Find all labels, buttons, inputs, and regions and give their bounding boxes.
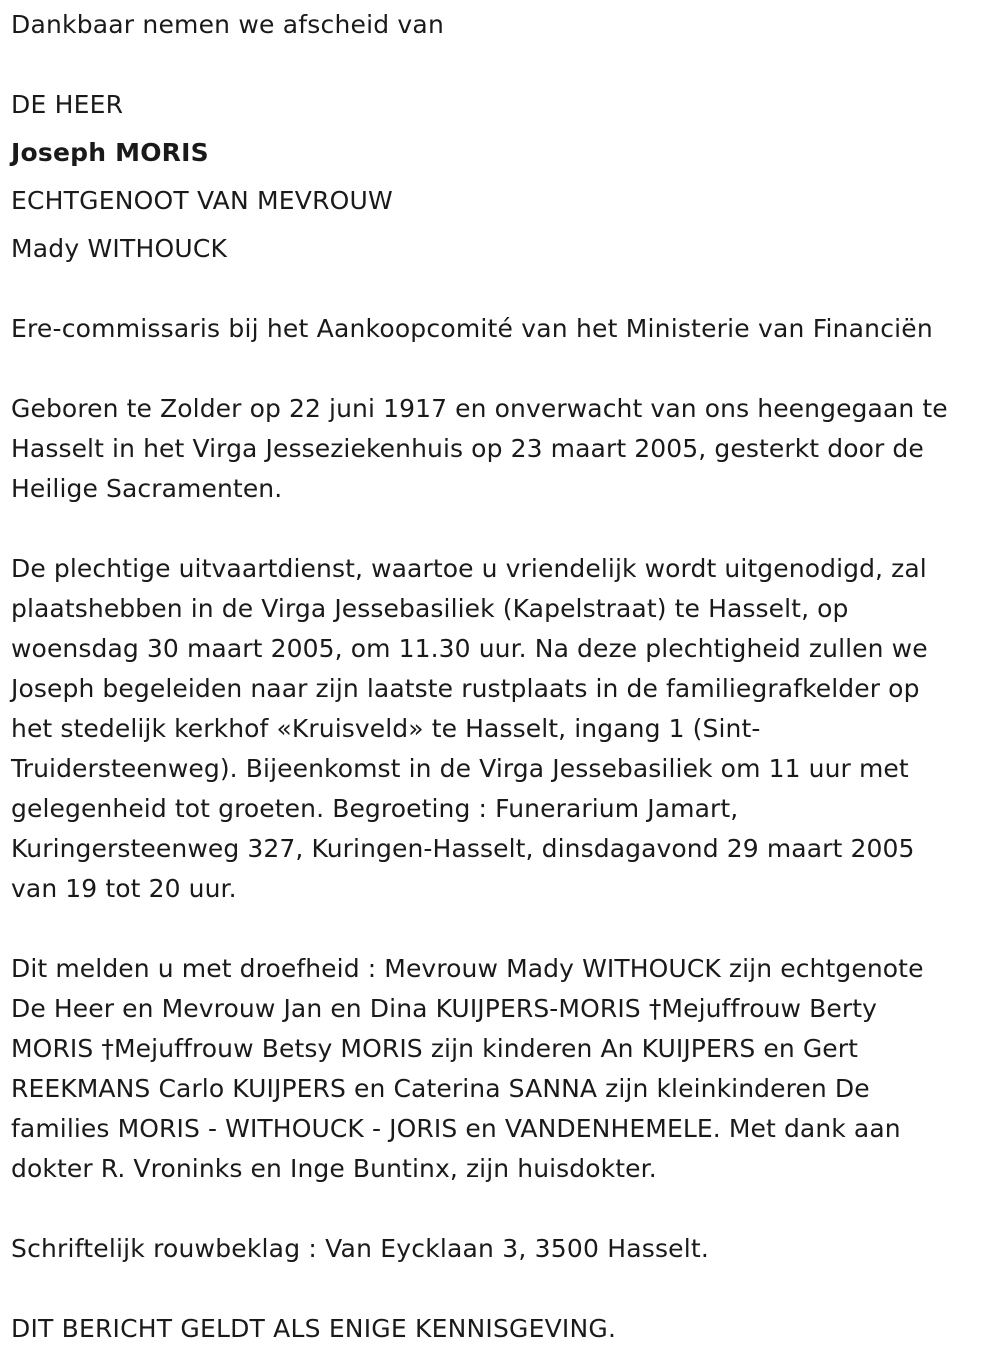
- notice-line: DIT BERICHT GELDT ALS ENIGE KENNISGEVING.: [11, 1314, 617, 1343]
- paragraph-line: Kuringersteenweg 327, Kuringen-Hasselt, dinsdagavond 29 maart 2005: [11, 834, 915, 863]
- paragraph-line: plaatshebben in de Virga Jessebasiliek (Kapelstraat) te Hasselt, op: [11, 594, 849, 623]
- title-prefix: DE HEER: [11, 90, 124, 119]
- family-paragraph: [11, 949, 991, 1189]
- birth-paragraph: [11, 389, 991, 509]
- paragraph-line: Truidersteenweg). Bijeenkomst in de Virga Jessebasiliek om 11 uur met: [11, 754, 909, 783]
- intro-line: Dankbaar nemen we afscheid van: [11, 10, 444, 39]
- paragraph-line: Hasselt in het Virga Jesseziekenhuis op 23 maart 2005, gesterkt door de: [11, 434, 924, 463]
- occupation-line: Ere-commissaris bij het Aankoopcomité van het Ministerie van Financiën: [11, 314, 933, 343]
- paragraph-line: Geboren te Zolder op 22 juni 1917 en onverwacht van ons heengegaan te: [11, 394, 948, 423]
- service-paragraph: [11, 549, 991, 909]
- paragraph-line: De plechtige uitvaartdienst, waartoe u vriendelijk wordt uitgenodigd, zal: [11, 554, 927, 583]
- spouse-name: Mady WITHOUCK: [11, 234, 228, 263]
- paragraph-line: MORIS †Mejuffrouw Betsy MORIS zijn kinderen An KUIJPERS en Gert: [11, 1034, 859, 1063]
- paragraph-line: Dit melden u met droefheid : Mevrouw Mady WITHOUCK zijn echtgenote: [11, 954, 924, 983]
- paragraph-line: De Heer en Mevrouw Jan en Dina KUIJPERS-MORIS †Mejuffrouw Berty: [11, 994, 878, 1023]
- paragraph-line: woensdag 30 maart 2005, om 11.30 uur. Na deze plechtigheid zullen we: [11, 634, 928, 663]
- paragraph-line: Heilige Sacramenten.: [11, 474, 283, 503]
- spouse-label: ECHTGENOOT VAN MEVROUW: [11, 186, 393, 215]
- condolence-address: Schriftelijk rouwbeklag : Van Eycklaan 3, 3500 Hasselt.: [11, 1234, 710, 1263]
- paragraph-line: REEKMANS Carlo KUIJPERS en Caterina SANNA zijn kleinkinderen De: [11, 1074, 870, 1103]
- paragraph-line: families MORIS - WITHOUCK - JORIS en VANDENHEMELE. Met dank aan: [11, 1114, 901, 1143]
- paragraph-line: het stedelijk kerkhof «Kruisveld» te Hasselt, ingang 1 (Sint-: [11, 714, 761, 743]
- deceased-name: Joseph MORIS: [11, 138, 209, 167]
- paragraph-line: van 19 tot 20 uur.: [11, 874, 237, 903]
- paragraph-line: gelegenheid tot groeten. Begroeting : Funerarium Jamart,: [11, 794, 739, 823]
- paragraph-line: Joseph begeleiden naar zijn laatste rustplaats in de familiegrafkelder op: [11, 674, 920, 703]
- paragraph-line: dokter R. Vroninks en Inge Buntinx, zijn huisdokter.: [11, 1154, 657, 1183]
